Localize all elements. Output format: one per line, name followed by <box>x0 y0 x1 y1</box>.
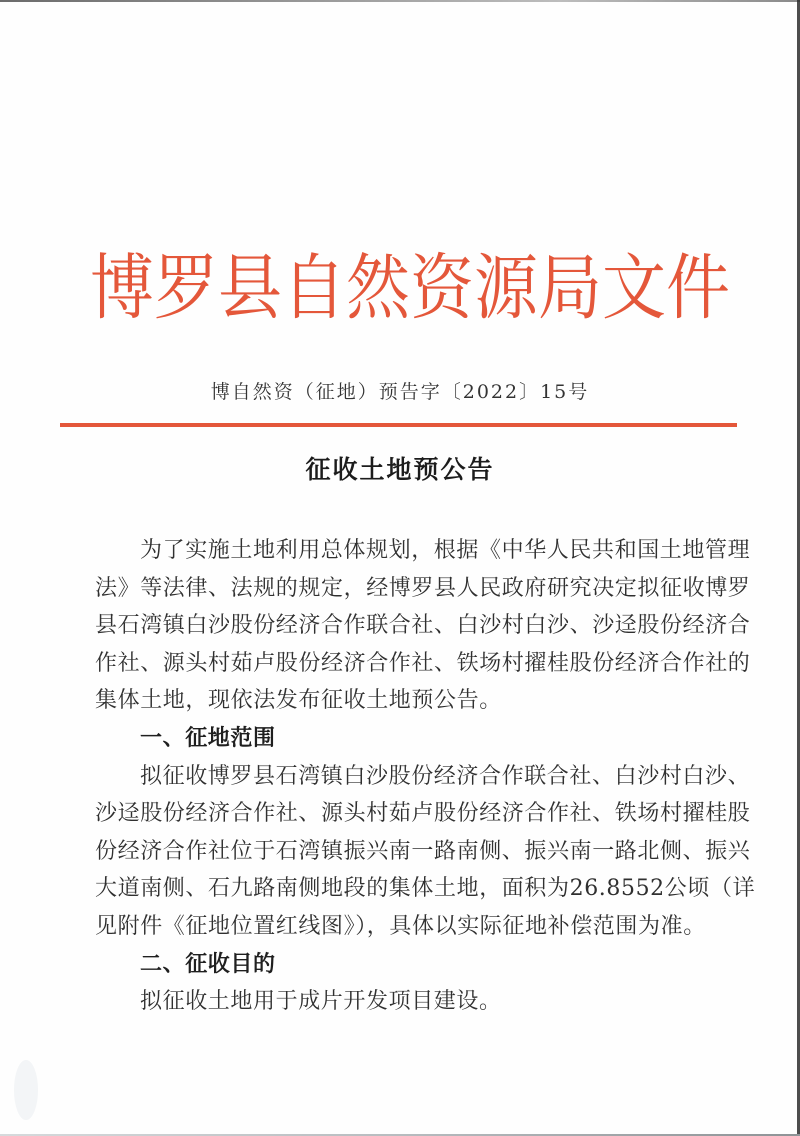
masthead-char: 县 <box>218 247 282 331</box>
masthead-char: 资 <box>410 247 474 331</box>
masthead-char: 件 <box>666 247 730 331</box>
masthead-char: 自 <box>282 247 346 331</box>
section-heading-scope: 一、征地范围 <box>140 725 276 751</box>
section-line: 大道南侧、石九路南侧地段的集体土地，面积为26.8552公顷（详 <box>95 876 756 902</box>
section-line: 份经济合作社位于石湾镇振兴南一路南侧、振兴南一路北侧、振兴 <box>95 838 751 864</box>
section-line: 沙迳股份经济合作社、源头村茹卢股份经济合作社、铁场村擢桂股 <box>95 801 751 827</box>
masthead-char: 罗 <box>154 247 218 331</box>
red-divider-rule <box>60 423 737 427</box>
intro-line: 为了实施土地利用总体规划，根据《中华人民共和国土地管理 <box>140 538 751 563</box>
masthead-char: 文 <box>602 247 666 331</box>
scan-edge-top <box>0 0 800 2</box>
section-line: 见附件《征地位置红线图》），具体以实际征地补偿范围为准。 <box>95 913 706 939</box>
section-line: 拟征收博罗县石湾镇白沙股份经济合作联合社、白沙村白沙、 <box>140 763 751 789</box>
masthead-char: 博 <box>90 247 154 331</box>
notice-title: 征收土地预公告 <box>305 455 495 484</box>
section-heading-purpose: 二、征收目的 <box>140 951 276 977</box>
section-line: 拟征收土地用于成片开发项目建设。 <box>140 989 502 1015</box>
intro-line: 集体土地，现依法发布征收土地预公告。 <box>95 688 502 714</box>
masthead-char: 然 <box>346 247 410 331</box>
intro-line: 县石湾镇白沙股份经济合作联合社、白沙村白沙、沙迳股份经济合 <box>95 613 751 639</box>
scan-speck <box>14 1060 38 1120</box>
masthead-char: 源 <box>474 247 538 331</box>
document-number: 博自然资（征地）预告字〔2022〕15号 <box>210 381 590 403</box>
masthead-title <box>90 244 730 334</box>
masthead-char: 局 <box>538 247 602 331</box>
intro-line: 作社、源头村茹卢股份经济合作社、铁场村擢桂股份经济合作社的 <box>95 650 751 676</box>
intro-line: 法》等法律、法规的规定，经博罗县人民政府研究决定拟征收博罗 <box>95 575 751 601</box>
document-body <box>95 532 756 1021</box>
